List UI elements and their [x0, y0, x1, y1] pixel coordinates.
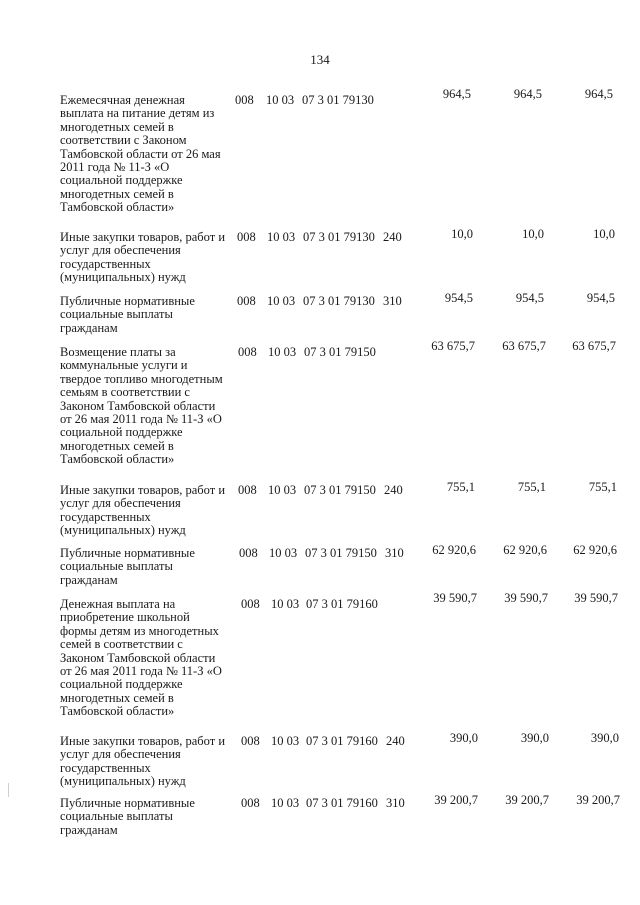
- amount-year-3: 954,5: [586, 291, 615, 305]
- amount-year-1: 10,0: [451, 227, 473, 241]
- expense-type-code: 310: [386, 796, 405, 810]
- amount-year-3: 63 675,7: [572, 339, 616, 353]
- amount-year-2: 63 675,7: [502, 339, 546, 353]
- target-code: 07 3 01 79160: [306, 734, 378, 748]
- expense-type-code: 310: [383, 294, 402, 308]
- amount-year-2: 964,5: [513, 87, 542, 101]
- amount-year-2: 10,0: [522, 227, 544, 241]
- row-description: Ежемесячная денежная выплата на питание детям из многодетных семей в соответствии с Законом Тамбовской области от 26 мая 2011 года № 11-З «О социальной поддержке многодетных семей в Тамбовской области»: [60, 93, 221, 215]
- target-code: 07 3 01 79160: [306, 796, 378, 810]
- section-code: 10 03: [266, 93, 295, 107]
- amount-year-1: 39 200,7: [434, 793, 478, 807]
- amount-year-1: 39 590,7: [433, 591, 477, 605]
- row-description: Иные закупки товаров, работ и услуг для обеспечения государственных (муниципальных) нужд: [60, 734, 226, 789]
- target-code: 07 3 01 79130: [303, 230, 375, 244]
- amount-year-3: 10,0: [593, 227, 615, 241]
- ministry-code: 008: [238, 483, 257, 497]
- target-code: 07 3 01 79130: [303, 294, 375, 308]
- amount-year-3: 39 200,7: [576, 793, 620, 807]
- section-code: 10 03: [267, 294, 296, 308]
- row-description: Публичные нормативные социальные выплаты гражданам: [60, 796, 195, 837]
- amount-year-2: 390,0: [520, 731, 549, 745]
- amount-year-2: 39 590,7: [504, 591, 548, 605]
- row-description: Публичные нормативные социальные выплаты гражданам: [60, 294, 195, 335]
- ministry-code: 008: [238, 345, 257, 359]
- amount-year-1: 954,5: [444, 291, 473, 305]
- amount-year-2: 62 920,6: [503, 543, 547, 557]
- row-description: Денежная выплата на приобретение школьной формы детям из многодетных семей в соответствии с Законом Тамбовской области от 26 мая 2011 года № 11-З «О социальной поддержке многодетных семей в Тамбовской области»: [60, 597, 222, 719]
- target-code: 07 3 01 79150: [305, 546, 377, 560]
- amount-year-2: 39 200,7: [505, 793, 549, 807]
- row-description: Иные закупки товаров, работ и услуг для обеспечения государственных (муниципальных) нужд: [60, 230, 226, 285]
- ministry-code: 008: [237, 230, 256, 244]
- section-code: 10 03: [271, 796, 300, 810]
- expense-type-code: 310: [385, 546, 404, 560]
- row-description: Публичные нормативные социальные выплаты гражданам: [60, 546, 195, 587]
- ministry-code: 008: [239, 546, 258, 560]
- scan-artifact: [8, 783, 9, 797]
- amount-year-3: 39 590,7: [574, 591, 618, 605]
- amount-year-3: 390,0: [590, 731, 619, 745]
- amount-year-2: 954,5: [515, 291, 544, 305]
- expense-type-code: 240: [384, 483, 403, 497]
- ministry-code: 008: [237, 294, 256, 308]
- expense-type-code: 240: [386, 734, 405, 748]
- ministry-code: 008: [241, 734, 260, 748]
- section-code: 10 03: [267, 230, 296, 244]
- target-code: 07 3 01 79160: [306, 597, 378, 611]
- amount-year-1: 63 675,7: [431, 339, 475, 353]
- section-code: 10 03: [271, 734, 300, 748]
- amount-year-1: 62 920,6: [432, 543, 476, 557]
- amount-year-3: 755,1: [588, 480, 617, 494]
- target-code: 07 3 01 79130: [302, 93, 374, 107]
- row-description: Возмещение платы за коммунальные услуги и твердое топливо многодетным семьям в соответствии с Законом Тамбовской области от 26 мая 2011 года № 11-З «О социальной поддержке многодетных семей в Тамбовской области»: [60, 345, 223, 467]
- amount-year-1: 964,5: [442, 87, 471, 101]
- amount-year-2: 755,1: [517, 480, 546, 494]
- amount-year-3: 964,5: [584, 87, 613, 101]
- section-code: 10 03: [269, 546, 298, 560]
- target-code: 07 3 01 79150: [304, 345, 376, 359]
- row-description: Иные закупки товаров, работ и услуг для обеспечения государственных (муниципальных) нужд: [60, 483, 226, 538]
- expense-type-code: 240: [383, 230, 402, 244]
- page-number: 134: [310, 52, 330, 67]
- ministry-code: 008: [235, 93, 254, 107]
- section-code: 10 03: [268, 483, 297, 497]
- ministry-code: 008: [241, 597, 260, 611]
- amount-year-1: 755,1: [446, 480, 475, 494]
- amount-year-1: 390,0: [449, 731, 478, 745]
- amount-year-3: 62 920,6: [573, 543, 617, 557]
- target-code: 07 3 01 79150: [304, 483, 376, 497]
- ministry-code: 008: [241, 796, 260, 810]
- section-code: 10 03: [268, 345, 297, 359]
- section-code: 10 03: [271, 597, 300, 611]
